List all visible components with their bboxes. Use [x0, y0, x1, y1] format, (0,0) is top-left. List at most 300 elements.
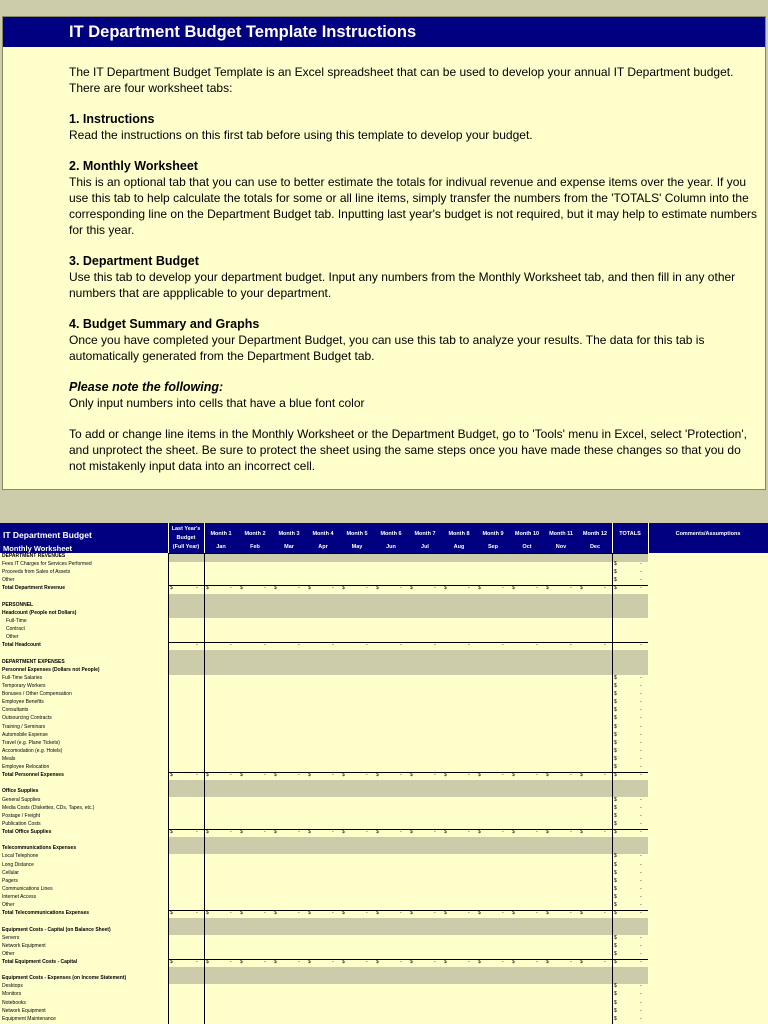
- total-dash: -: [640, 585, 642, 592]
- total-dash: -: [604, 642, 606, 649]
- total-dash: -: [570, 772, 572, 779]
- total-currency: $: [410, 829, 413, 836]
- grid-column-border: [204, 553, 205, 1024]
- total-dash: -: [640, 869, 642, 876]
- total-dash: -: [536, 585, 538, 592]
- total-currency: $: [512, 585, 515, 592]
- totals-label: TOTALS: [619, 531, 641, 537]
- row-label: Monitors: [2, 991, 22, 998]
- row-label: Bonuses / Other Compensation: [2, 691, 72, 698]
- grid-band: [168, 788, 648, 797]
- month-header-4: [306, 523, 340, 553]
- row-label: Temporary Workers: [2, 682, 46, 689]
- total-currency: $: [614, 1007, 617, 1014]
- row-label: Other: [6, 634, 19, 641]
- total-currency: $: [614, 991, 617, 998]
- total-currency: $: [274, 772, 277, 779]
- row-label: Network Equipment: [2, 1007, 46, 1014]
- section-summary-heading: 4. Budget Summary and Graphs: [69, 317, 260, 331]
- total-dash: -: [570, 959, 572, 965]
- month-label: Month 4: [312, 531, 334, 537]
- total-currency: $: [444, 772, 447, 779]
- row-label: Pagers: [2, 877, 18, 884]
- total-currency: $: [410, 910, 413, 917]
- total-currency: $: [274, 959, 277, 965]
- total-dash: -: [640, 756, 642, 762]
- total-dash: -: [468, 959, 470, 965]
- row-label: Other: [2, 902, 15, 909]
- total-dash: -: [230, 585, 232, 592]
- last-year-header-line: Budget: [176, 535, 196, 541]
- month-abbr: Aug: [453, 544, 465, 550]
- total-dash: -: [640, 950, 642, 957]
- total-dash: -: [640, 747, 642, 754]
- total-currency: $: [614, 869, 617, 876]
- month-label: Month 1: [210, 531, 232, 537]
- total-dash: -: [468, 642, 470, 649]
- total-dash: -: [332, 585, 334, 592]
- total-currency: $: [614, 756, 617, 762]
- total-currency: $: [614, 707, 617, 714]
- total-currency: $: [614, 942, 617, 949]
- total-dash: -: [366, 829, 368, 836]
- total-dash: -: [502, 642, 504, 649]
- total-currency: $: [614, 569, 617, 576]
- row-label: Servers: [2, 934, 20, 941]
- closing-text: To add or change line items in the Monthly Worksheet or the Department Budget, go to 'Tools' menu in Excel, select 'Protection', and unprotect the sheet. Be sure to protect the sheet using the same steps once you have made these changes so that you do not mistakenly input data into an incorrect cell.: [69, 427, 747, 473]
- note-text: Only input numbers into cells that have a blue font color: [69, 396, 365, 410]
- total-currency: $: [170, 772, 173, 779]
- total-currency: $: [614, 585, 617, 592]
- data-grid[interactable]: [168, 553, 648, 1024]
- month-abbr: Jul: [421, 544, 429, 550]
- total-dash: -: [468, 585, 470, 592]
- total-dash: -: [536, 829, 538, 836]
- total-currency: $: [240, 910, 243, 917]
- total-currency: $: [546, 829, 549, 836]
- last-year-header-line: (Full Year): [172, 544, 200, 550]
- total-currency: $: [614, 829, 617, 836]
- total-currency: $: [614, 983, 617, 990]
- total-currency: $: [478, 829, 481, 836]
- total-dash: -: [640, 796, 642, 803]
- row-label: Fees IT Charges for Services Performed: [2, 561, 92, 568]
- month-header-8: [442, 523, 476, 553]
- total-dash: -: [468, 772, 470, 779]
- row-label: Publication Costs: [2, 820, 41, 827]
- grid-band: [168, 845, 648, 854]
- row-labels: [0, 553, 168, 1024]
- last-year-budget-header: [168, 523, 204, 553]
- section-budget-heading: 3. Department Budget: [69, 254, 199, 268]
- total-dash: -: [298, 642, 300, 649]
- total-dash: -: [400, 910, 402, 917]
- total-currency: $: [614, 731, 617, 738]
- total-dash: -: [230, 772, 232, 779]
- total-dash: -: [264, 829, 266, 836]
- row-label: Headcount (People not Dollars): [2, 609, 77, 616]
- total-dash: -: [536, 772, 538, 779]
- month-header-2: [238, 523, 272, 553]
- total-dash: -: [366, 910, 368, 917]
- row-label: Outsourcing Contracts: [2, 715, 52, 722]
- month-header-9: [476, 523, 510, 553]
- total-dash: -: [332, 642, 334, 649]
- grid-band: [168, 610, 648, 619]
- total-dash: -: [640, 804, 642, 811]
- total-currency: $: [546, 772, 549, 779]
- total-currency: $: [512, 829, 515, 836]
- row-label: Travel (e.g. Plane Tickets): [2, 739, 60, 746]
- worksheet-header: [0, 523, 768, 553]
- total-dash: -: [640, 877, 642, 884]
- grid-column-border: [168, 553, 169, 1024]
- total-dash: -: [570, 642, 572, 649]
- month-label: Month 9: [482, 531, 504, 537]
- month-label: Month 11: [549, 531, 573, 537]
- total-dash: -: [502, 585, 504, 592]
- total-currency: $: [546, 959, 549, 965]
- month-header-10: [510, 523, 544, 553]
- total-currency: $: [308, 585, 311, 592]
- total-dash: -: [298, 585, 300, 592]
- total-dash: -: [366, 772, 368, 779]
- total-dash: -: [298, 910, 300, 917]
- row-label: Total Equipment Costs - Capital: [2, 959, 78, 965]
- total-currency: $: [614, 950, 617, 957]
- total-currency: $: [308, 829, 311, 836]
- total-currency: $: [614, 894, 617, 901]
- total-dash: -: [604, 959, 606, 965]
- total-currency: $: [444, 959, 447, 965]
- comments-column[interactable]: [648, 553, 768, 1024]
- total-dash: -: [264, 910, 266, 917]
- total-dash: -: [640, 894, 642, 901]
- month-label: Month 12: [582, 531, 608, 537]
- total-dash: -: [640, 942, 642, 949]
- comments-header: [648, 523, 768, 553]
- total-dash: -: [332, 772, 334, 779]
- month-label: Month 5: [346, 531, 368, 537]
- total-currency: $: [614, 796, 617, 803]
- total-dash: -: [468, 910, 470, 917]
- total-currency: $: [614, 772, 617, 779]
- total-currency: $: [512, 959, 515, 965]
- total-dash: -: [640, 723, 642, 730]
- total-dash: -: [332, 829, 334, 836]
- row-label: Total Department Revenue: [2, 585, 65, 592]
- row-label: Meals: [2, 756, 16, 762]
- total-dash: -: [502, 829, 504, 836]
- total-currency: $: [614, 861, 617, 868]
- total-currency: $: [240, 829, 243, 836]
- month-header-5: [340, 523, 374, 553]
- total-dash: -: [640, 764, 642, 771]
- grid-top-border: [168, 553, 648, 554]
- total-currency: $: [614, 999, 617, 1006]
- row-label: Training / Seminars: [2, 723, 46, 730]
- total-dash: -: [196, 642, 198, 649]
- total-dash: -: [196, 585, 198, 592]
- section-budget-text: Use this tab to develop your department budget. Input any numbers from the Monthly Worksheet tab, and then fill in any other numbers that are appplicable to your department.: [69, 270, 736, 300]
- instructions-sheet: [2, 16, 766, 490]
- total-dash: -: [640, 934, 642, 941]
- last-year-header-line: Last Year's: [171, 526, 201, 532]
- total-dash: -: [298, 829, 300, 836]
- total-dash: -: [570, 910, 572, 917]
- total-currency: $: [614, 699, 617, 706]
- month-header-12: [578, 523, 612, 553]
- total-dash: -: [298, 772, 300, 779]
- row-label: Employee Benefits: [2, 699, 44, 706]
- row-label: DEPARTMENT EXPENSES: [2, 658, 65, 665]
- note-heading: Please note the following:: [69, 380, 224, 394]
- row-label: Employee Relocation: [2, 764, 50, 771]
- total-row-top-border: [168, 642, 648, 643]
- row-label: Other: [2, 950, 15, 957]
- total-dash: -: [640, 861, 642, 868]
- row-label: Office Supplies: [2, 788, 39, 795]
- total-dash: -: [640, 1015, 642, 1022]
- total-currency: $: [206, 585, 209, 592]
- total-dash: -: [640, 853, 642, 860]
- total-dash: -: [264, 959, 266, 965]
- total-dash: -: [366, 959, 368, 965]
- row-label: Communications Lines: [2, 885, 53, 892]
- total-currency: $: [580, 829, 583, 836]
- total-dash: -: [502, 772, 504, 779]
- total-dash: -: [536, 959, 538, 965]
- section-instructions-text: Read the instructions on this first tab before using this template to develop your budget.: [69, 128, 533, 142]
- row-label: Consultants: [2, 707, 29, 714]
- total-currency: $: [410, 959, 413, 965]
- total-currency: $: [342, 772, 345, 779]
- total-dash: -: [640, 707, 642, 714]
- total-currency: $: [308, 772, 311, 779]
- row-label: Full-Time Salaries: [2, 674, 43, 681]
- total-dash: -: [640, 999, 642, 1006]
- total-dash: -: [640, 812, 642, 819]
- total-currency: $: [614, 764, 617, 771]
- row-label: Full-Time: [6, 617, 27, 624]
- month-header-3: [272, 523, 306, 553]
- total-dash: -: [604, 585, 606, 592]
- total-currency: $: [614, 812, 617, 819]
- row-label: Contract: [6, 626, 25, 633]
- row-label: Network Equipment: [2, 942, 46, 949]
- total-currency: $: [274, 829, 277, 836]
- row-label: Accomodation (e.g. Hotels): [2, 747, 63, 754]
- total-currency: $: [170, 585, 173, 592]
- total-currency: $: [512, 910, 515, 917]
- total-currency: $: [444, 829, 447, 836]
- row-label: Desktops: [2, 983, 23, 990]
- total-currency: $: [614, 674, 617, 681]
- total-currency: $: [240, 585, 243, 592]
- month-label: Month 10: [514, 531, 540, 537]
- total-dash: -: [434, 959, 436, 965]
- total-dash: -: [640, 691, 642, 698]
- row-label: Automobile Expense: [2, 731, 48, 738]
- grid-band: [168, 667, 648, 676]
- total-dash: -: [196, 772, 198, 779]
- total-currency: $: [240, 959, 243, 965]
- total-currency: $: [206, 829, 209, 836]
- grid-column-border: [612, 553, 613, 1024]
- row-label: DEPARTMENT REVENUES: [2, 553, 66, 559]
- grid-band: [168, 975, 648, 984]
- total-dash: -: [640, 682, 642, 689]
- row-label: Total Personnel Expenses: [2, 772, 64, 779]
- total-currency: $: [478, 772, 481, 779]
- total-currency: $: [614, 715, 617, 722]
- month-label: Month 8: [448, 531, 470, 537]
- total-dash: -: [264, 585, 266, 592]
- total-dash: -: [196, 959, 198, 965]
- total-dash: -: [640, 569, 642, 576]
- row-label: Local Telephone: [2, 853, 39, 860]
- total-currency: $: [410, 585, 413, 592]
- row-label: Internet Access: [2, 894, 37, 901]
- grid-band: [168, 553, 648, 562]
- total-currency: $: [614, 910, 617, 917]
- row-label: PERSONNEL: [2, 601, 34, 608]
- total-currency: $: [206, 959, 209, 965]
- total-currency: $: [206, 772, 209, 779]
- row-label: Long Distance: [2, 861, 34, 868]
- total-dash: -: [640, 885, 642, 892]
- worksheet-subtitle: Monthly Worksheet: [3, 544, 73, 553]
- total-dash: -: [332, 959, 334, 965]
- worksheet-title: IT Department Budget: [3, 530, 92, 540]
- total-currency: $: [614, 739, 617, 746]
- total-currency: $: [614, 723, 617, 730]
- total-currency: $: [614, 934, 617, 941]
- row-label: Notebooks: [2, 999, 26, 1006]
- total-currency: $: [546, 585, 549, 592]
- total-dash: -: [502, 910, 504, 917]
- intro-text: The IT Department Budget Template is an Excel spreadsheet that can be used to develop your annual IT Department budget. There are four worksheet tabs:: [69, 65, 734, 95]
- row-label: Telecommunications Expenses: [2, 845, 77, 852]
- total-dash: -: [640, 959, 642, 965]
- month-abbr: May: [351, 544, 363, 550]
- total-dash: -: [400, 772, 402, 779]
- total-currency: $: [342, 585, 345, 592]
- instructions-body: [69, 64, 759, 474]
- total-dash: -: [604, 829, 606, 836]
- total-currency: $: [580, 772, 583, 779]
- month-abbr: Apr: [318, 544, 328, 550]
- total-currency: $: [444, 585, 447, 592]
- total-dash: -: [230, 829, 232, 836]
- row-label: Equipment Maintenance: [2, 1015, 56, 1022]
- total-dash: -: [640, 820, 642, 827]
- total-currency: $: [614, 561, 617, 568]
- total-dash: -: [230, 910, 232, 917]
- header-column-divider: [168, 523, 169, 553]
- total-dash: -: [468, 829, 470, 836]
- month-abbr: Sep: [487, 544, 499, 550]
- row-label: Other: [2, 577, 15, 584]
- total-currency: $: [614, 853, 617, 860]
- total-dash: -: [536, 910, 538, 917]
- month-abbr: Jun: [386, 544, 396, 550]
- row-label: Proceeds from Sales of Assets: [2, 569, 71, 576]
- total-currency: $: [580, 959, 583, 965]
- month-abbr: Feb: [250, 544, 260, 550]
- total-currency: $: [308, 959, 311, 965]
- total-currency: $: [614, 691, 617, 698]
- total-currency: $: [614, 885, 617, 892]
- total-dash: -: [366, 585, 368, 592]
- total-currency: $: [614, 804, 617, 811]
- total-dash: -: [230, 959, 232, 965]
- row-label: Equipment Costs - Expenses (on Income Statement): [2, 975, 127, 982]
- total-dash: -: [570, 585, 572, 592]
- grid-band: [168, 927, 648, 936]
- total-dash: -: [640, 991, 642, 998]
- month-header-1: [204, 523, 238, 553]
- total-dash: -: [640, 983, 642, 990]
- total-currency: $: [376, 829, 379, 836]
- total-currency: $: [308, 910, 311, 917]
- total-dash: -: [640, 699, 642, 706]
- total-dash: -: [298, 959, 300, 965]
- total-currency: $: [410, 772, 413, 779]
- total-dash: -: [400, 959, 402, 965]
- total-currency: $: [170, 829, 173, 836]
- total-currency: $: [478, 585, 481, 592]
- total-dash: -: [640, 902, 642, 909]
- total-dash: -: [434, 829, 436, 836]
- total-dash: -: [640, 1007, 642, 1014]
- row-label: Postage / Freight: [2, 812, 41, 819]
- total-currency: $: [240, 772, 243, 779]
- section-instructions-heading: 1. Instructions: [69, 112, 155, 126]
- total-currency: $: [342, 829, 345, 836]
- total-dash: -: [604, 910, 606, 917]
- total-dash: -: [640, 674, 642, 681]
- total-dash: -: [366, 642, 368, 649]
- total-dash: -: [604, 772, 606, 779]
- total-currency: $: [614, 902, 617, 909]
- total-currency: $: [274, 585, 277, 592]
- total-currency: $: [614, 820, 617, 827]
- month-abbr: Nov: [555, 544, 567, 550]
- total-dash: -: [434, 585, 436, 592]
- total-dash: -: [640, 715, 642, 722]
- total-dash: -: [640, 577, 642, 584]
- total-dash: -: [640, 829, 642, 836]
- total-currency: $: [170, 910, 173, 917]
- section-summary-text: Once you have completed your Department Budget, you can use this tab to analyze your results. The data for this tab is automatically generated from the Department Budget tab.: [69, 333, 705, 363]
- total-currency: $: [376, 910, 379, 917]
- month-abbr: Dec: [589, 544, 601, 550]
- total-currency: $: [478, 910, 481, 917]
- month-abbr: Oct: [522, 544, 532, 550]
- total-currency: $: [170, 959, 173, 965]
- total-currency: $: [376, 585, 379, 592]
- comments-label: Comments/Assumptions: [675, 531, 741, 537]
- total-dash: -: [264, 772, 266, 779]
- month-header-7: [408, 523, 442, 553]
- total-currency: $: [444, 910, 447, 917]
- month-label: Month 3: [278, 531, 300, 537]
- total-dash: -: [502, 959, 504, 965]
- section-monthly-heading: 2. Monthly Worksheet: [69, 159, 198, 173]
- row-label: General Supplies: [2, 796, 41, 803]
- total-dash: -: [640, 731, 642, 738]
